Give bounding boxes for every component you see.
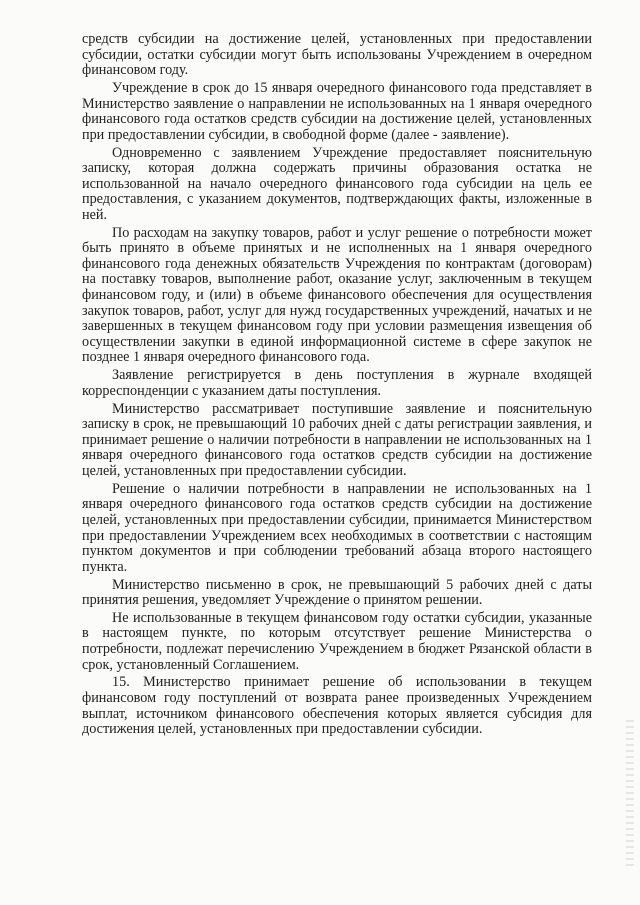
paragraph: средств субсидии на достижение целей, установленных при предоставлении субсидии, остатки субсидии могут быть использованы Учреждением в очередном финансовом году. (82, 31, 592, 79)
paragraph: Заявление регистрируется в день поступления в журнале входящей корреспонденции с указанием даты поступления. (82, 367, 592, 399)
paragraph: Министерство письменно в срок, не превышающий 5 рабочих дней с даты принятия решения, уведомляет Учреждение о принятом решении. (82, 576, 592, 609)
paragraph: 15. Министерство принимает решение об использовании в текущем финансовом году поступлений от возврата ранее произведенных Учреждением выплат, источником финансового обеспечения которых является субсидия для достижения целей, установленных при предоставлении субсидии. (82, 674, 592, 738)
paragraph: Учреждение в срок до 15 января очередного финансового года представляет в Министерство заявление о направлении не использованных на 1 января очередного финансового года остатков средств субсидии на достижение целей, установленных при предоставлении субсидии, в свободной форме (далее - заявление). (82, 79, 592, 143)
document-body (82, 32, 592, 740)
paragraph: Министерство рассматривает поступившие заявление и пояснительную записку в срок, не превышающий 10 рабочих дней с даты регистрации заявления, и принимает решение о наличии потребности в направлении не использованных на 1 января очередного финансового года остатков средств субсидии на достижение целей, установленных при предоставлении субсидии. (82, 400, 592, 479)
paragraph: Решение о наличии потребности в направлении не использованных на 1 января очередного финансового года остатков средств субсидии на достижение целей, установленных при предоставлении субсидии, принимается Министерством при предоставлении Учреждением всех необходимых в соответствии с настоящим пунктом документов и при соблюдении требований абзаца второго настоящего пункта. (82, 480, 592, 575)
paragraph: Не использованные в текущем финансовом году остатки субсидии, указанные в настоящем пункте, по которым отсутствует решение Министерства о потребности, подлежат перечислению Учреждением в бюджет Рязанской области в срок, установленный Соглашением. (82, 609, 592, 673)
paragraph: По расходам на закупку товаров, работ и услуг решение о потребности может быть принято в объеме принятых и не исполненных на 1 января очередного финансового года денежных обязательств Учреждения по контрактам (договорам) на поставку товаров, выполнение работ, оказание услуг, заключенным в текущем финансовом году, и (или) в объеме финансового обеспечения для осуществления закупок товаров, работ, услуг для нужд государственных учреждений, начатых и не завершенных в текущем финансовом году при условии размещения извещения об осуществлении закупки в единой информационной системе в сфере закупок не позднее 1 января очередного финансового года. (82, 224, 592, 366)
margin-stamp-marks (626, 720, 634, 870)
paragraph: Одновременно с заявлением Учреждение предоставляет пояснительную записку, которая должна содержать причины образования остатка не использованной на начало очередного финансового года субсидии на цель ее предоставления, с указанием документов, подтверждающих факты, изложенные в ней. (82, 144, 592, 223)
